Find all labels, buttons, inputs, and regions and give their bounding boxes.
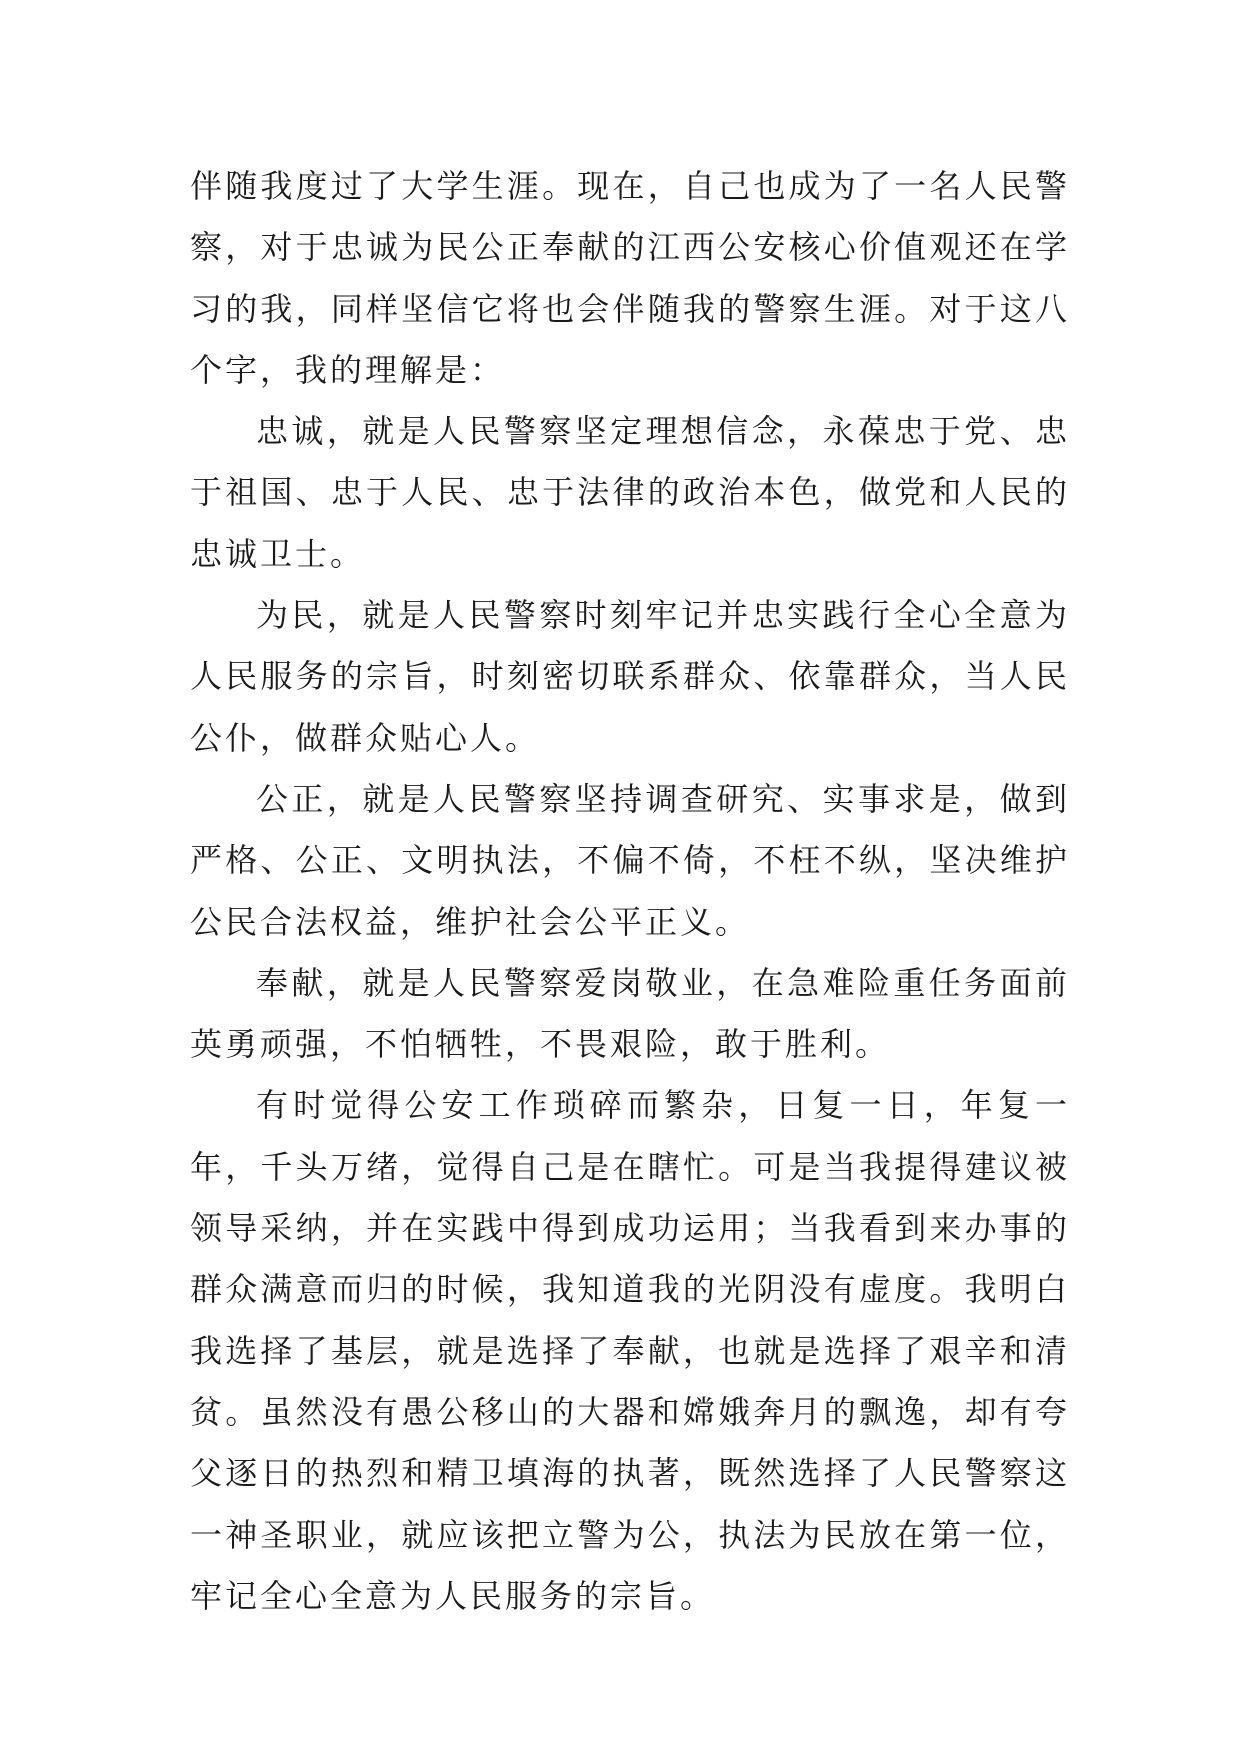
- paragraph-for-the-people: 为民，就是人民警察时刻牢记并忠实践行全心全意为人民服务的宗旨，时刻密切联系群众、依靠群众，当人民公仆，做群众贴心人。: [190, 596, 1070, 757]
- document-body: [190, 156, 1070, 1627]
- paragraph-dedication: 奉献，就是人民警察爱岗敬业，在急难险重任务面前英勇顽强，不怕牺牲，不畏艰险，敢于胜利。: [190, 963, 1070, 1064]
- paragraph-justice: 公正，就是人民警察坚持调查研究、实事求是，做到严格、公正、文明执法，不偏不倚，不枉不纵，坚决维护公民合法权益，维护社会公平正义。: [190, 779, 1070, 941]
- paragraph-continuation: 伴随我度过了大学生涯。现在，自己也成为了一名人民警察，对于忠诚为民公正奉献的江西公安核心价值观还在学习的我，同样坚信它将也会伴随我的警察生涯。对于这八个字，我的理解是：: [190, 167, 1070, 389]
- paragraph-loyalty: 忠诚，就是人民警察坚定理想信念，永葆忠于党、忠于祖国、忠于人民、忠于法律的政治本色，做党和人民的忠诚卫士。: [190, 412, 1070, 573]
- paragraph-reflection: 有时觉得公安工作琐碎而繁杂，日复一日，年复一年，千头万绪，觉得自己是在瞎忙。可是当我提得建议被领导采纳，并在实践中得到成功运用；当我看到来办事的群众满意而归的时候，我知道我的光阴没有虚度。我明白我选择了基层，就是选择了奉献，也就是选择了艰辛和清贫。虽然没有愚公移山的大器和嫦娥奔月的飘逸，却有夸父逐日的热烈和精卫填海的执著，既然选择了人民警察这一神圣职业，就应该把立警为公，执法为民放在第一位，牢记全心全意为人民服务的宗旨。: [190, 1086, 1070, 1615]
